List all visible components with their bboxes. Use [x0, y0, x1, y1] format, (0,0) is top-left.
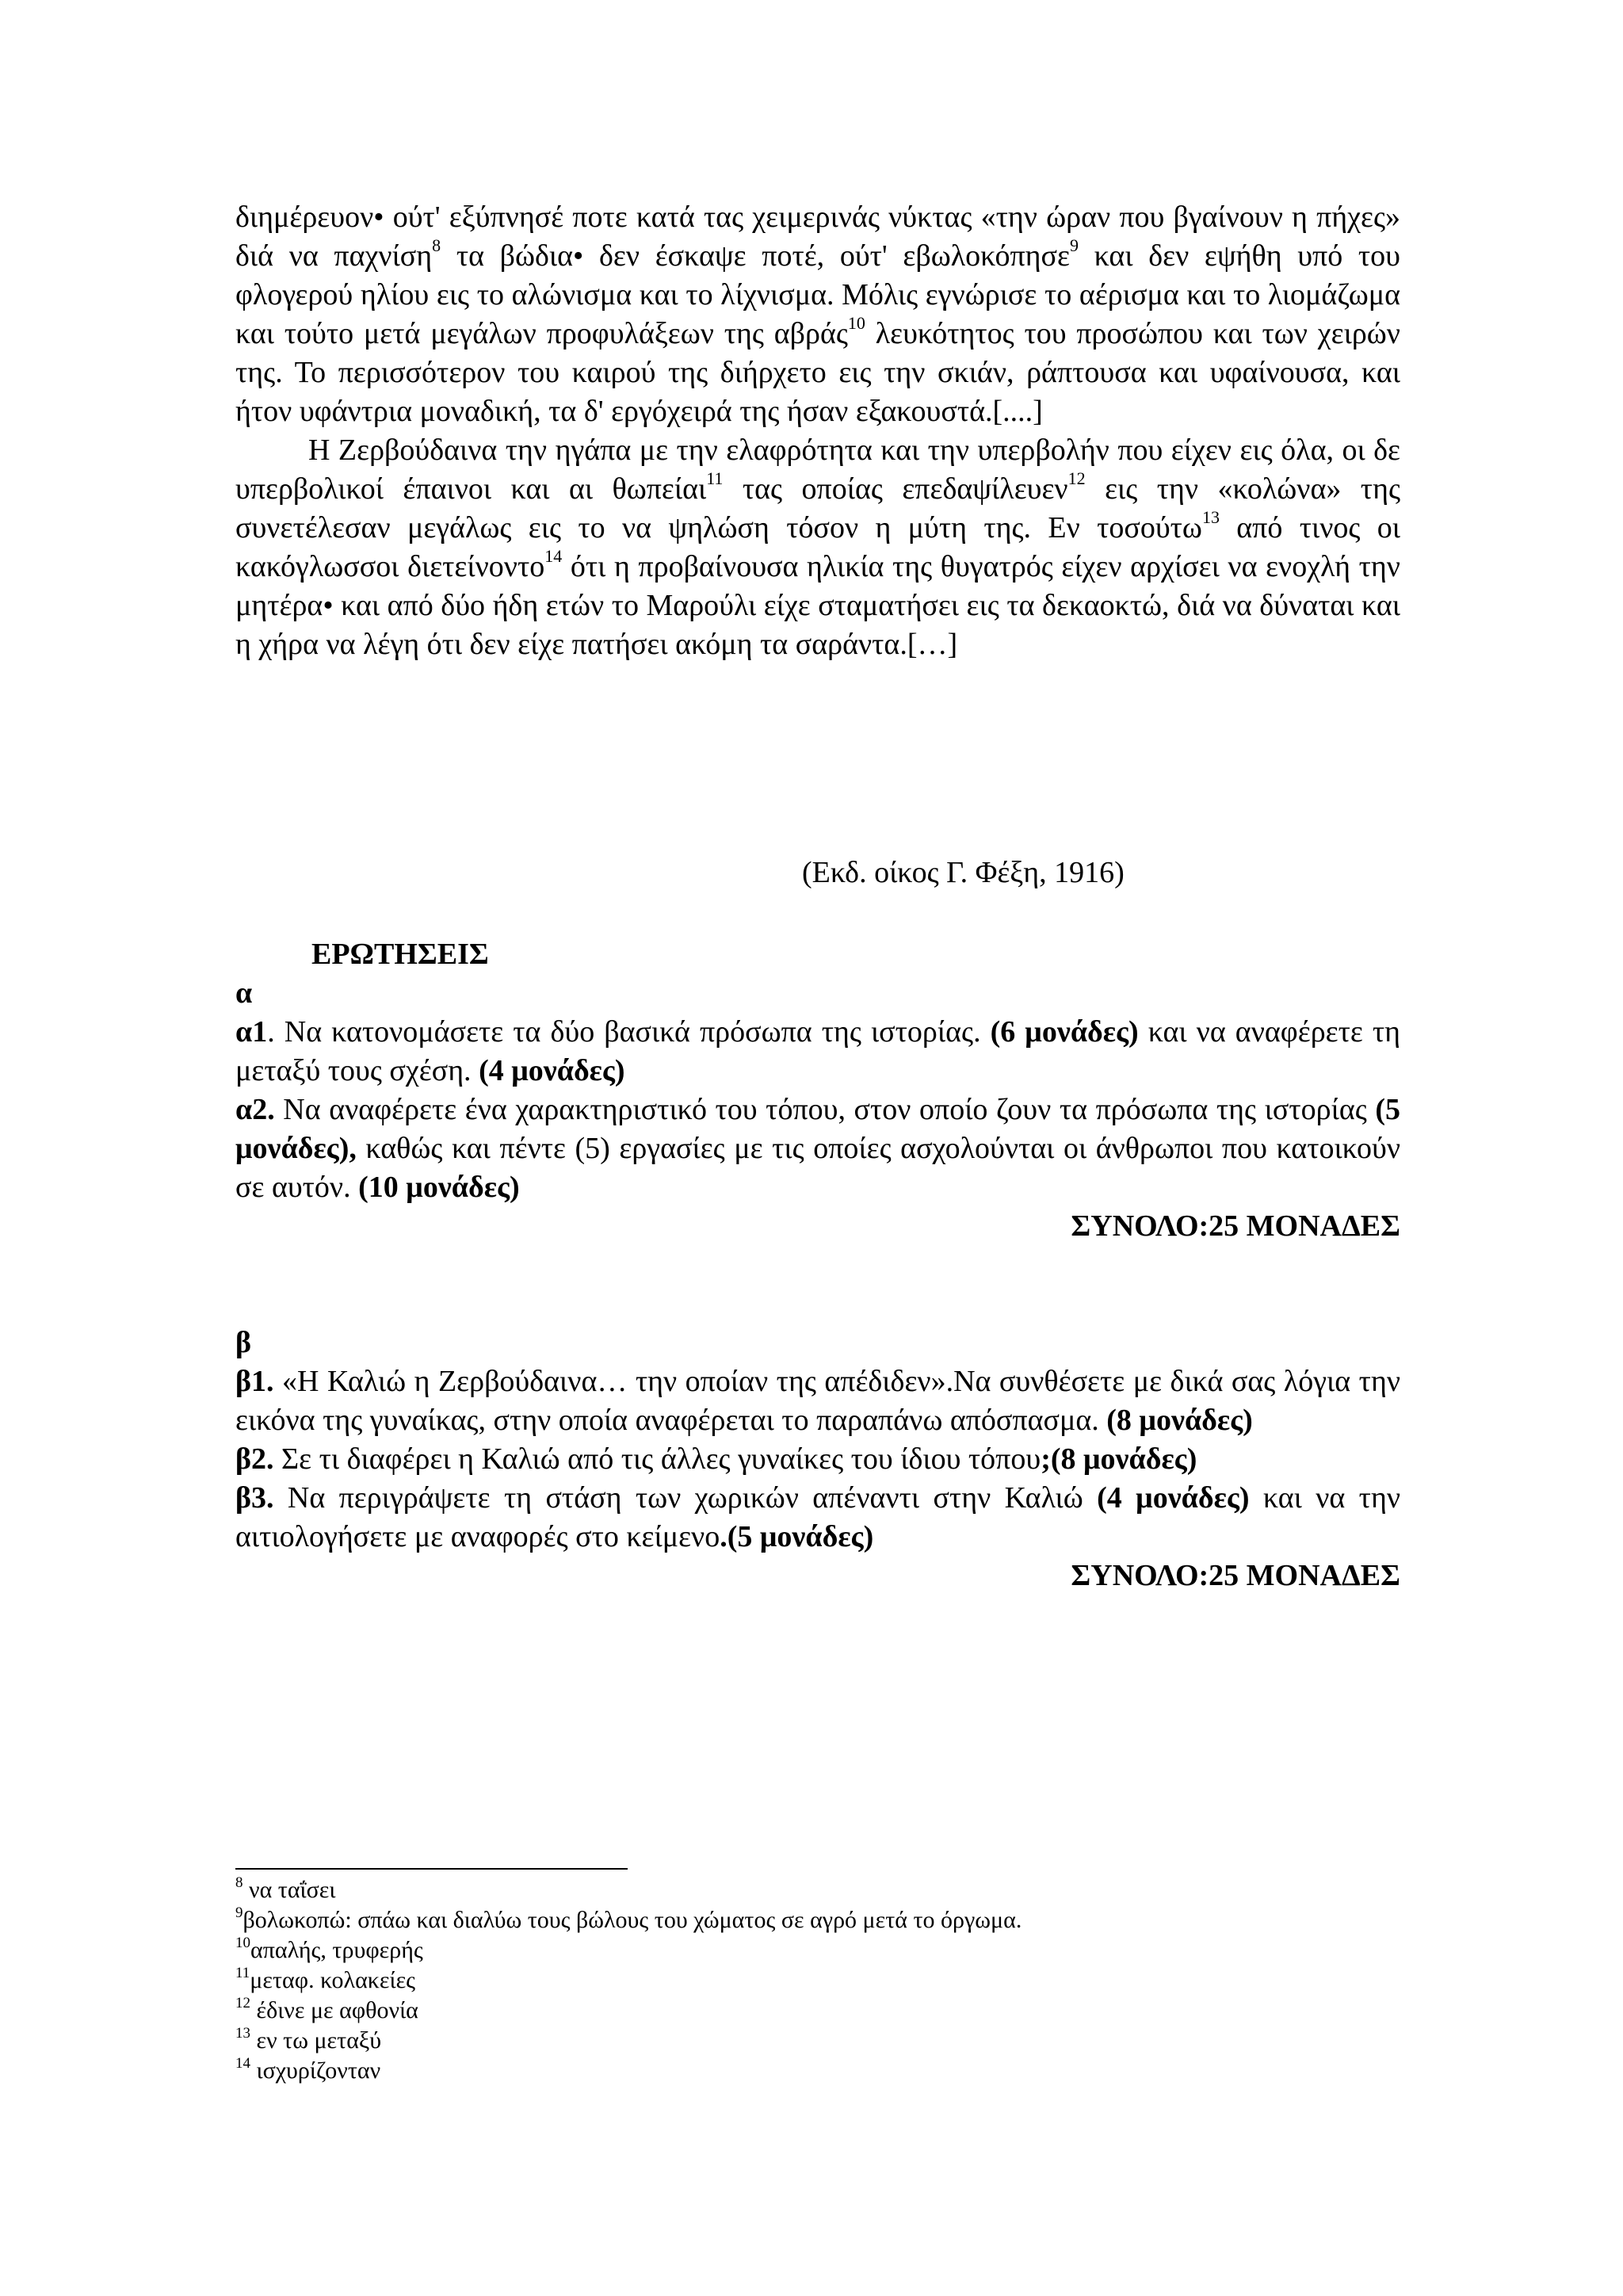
- section-a: [235, 974, 1400, 1246]
- question-a2: [235, 1091, 1400, 1207]
- footnote-text: έδινε με αφθονία: [250, 1997, 418, 2023]
- text-run: καθώς και πέντε (5) εργασίες με τις οποίες ασχολούνται οι άνθρωποι που κατοικούν σε αυτόν.: [235, 1132, 1400, 1204]
- text-run: Σε τι διαφέρει η Καλιώ από τις άλλες γυναίκες του ίδιου τόπου: [273, 1442, 1041, 1476]
- question-b3: [235, 1479, 1400, 1557]
- bold-text: α2.: [235, 1093, 275, 1126]
- passage-paragraph-1: [235, 198, 1400, 431]
- text-run: Η Ζερβούδαινα την ηγάπα με την ελαφρότητα και την υπερβολήν που είχεν εις όλα, οι δε υπερβολικοί έπαινοι και αι θωπείαι: [235, 434, 1400, 506]
- footnotes: [235, 1875, 1022, 2086]
- text-run: Να περιγράψετε τη στάση των χωρικών απέναντι στην Καλιώ: [273, 1481, 1098, 1515]
- text-run: τας οποίας επεδαψίλευεν: [723, 472, 1068, 506]
- footnote-item: [235, 1905, 1022, 1935]
- footnote-number: 8: [235, 1874, 243, 1891]
- footnote-ref: 8: [432, 235, 441, 256]
- text-run: τα βώδια• δεν έσκαψε ποτέ, ούτ' εβωλοκόπησε: [441, 239, 1070, 273]
- footnote-divider: [235, 1868, 628, 1870]
- footnote-number: 14: [235, 2055, 250, 2072]
- text-run: λευκότητος του προσώπου και των χειρών της. Το περισσότερον του καιρού της διήρχετο εις την σκιάν, ράπτουσα και υφαίνουσα, και ήτον υφάντρια μοναδική, τα δ' εργόχειρά της ήσαν εξακουστά.[....]: [235, 317, 1400, 428]
- footnote-text: να ταΐσει: [242, 1877, 336, 1903]
- bold-text: β2.: [235, 1442, 274, 1476]
- footnote-text: μεταφ. κολακείες: [250, 1967, 416, 1993]
- footnote-item: [235, 1935, 1022, 1966]
- footnote-item: [235, 1875, 1022, 1905]
- questions-heading: ΕΡΩΤΗΣΕΙΣ: [311, 938, 489, 971]
- bold-text: ;(8 μονάδες): [1041, 1442, 1197, 1476]
- question-b2: [235, 1440, 1400, 1479]
- section-a-total: ΣΥΝΟΛΟ:25 ΜΟΝΑΔΕΣ: [1071, 1209, 1400, 1243]
- footnote-number: 10: [235, 1935, 250, 1951]
- text-run: από τινος οι κακόγλωσσοι διετείνοντο: [235, 511, 1400, 583]
- bold-text: (4 μονάδες): [479, 1054, 625, 1087]
- bold-text: β3.: [235, 1481, 274, 1515]
- footnote-ref: 9: [1069, 235, 1079, 256]
- text-run: διημέρευον• ούτ' εξύπνησέ ποτε κατά τας χειμερινάς νύκτας «την ώραν που βγαίνουν η πήχες» διά να παχνίση: [235, 201, 1400, 273]
- text-run: «Η Καλιώ η Ζερβούδαινα… την οποίαν της απέδιδεν».Να συνθέσετε με δικά σας λόγια την εικόνα της γυναίκας, στην οποία αναφέρεται το παραπάνω απόσπασμα.: [235, 1365, 1400, 1437]
- section-b-total: ΣΥΝΟΛΟ:25 ΜΟΝΑΔΕΣ: [1071, 1559, 1400, 1592]
- bold-text: (10 μονάδες): [358, 1171, 520, 1204]
- question-a1: [235, 1013, 1400, 1091]
- footnote-item: [235, 1996, 1022, 2026]
- passage-text: [235, 198, 1400, 664]
- section-b-label: β: [235, 1326, 252, 1359]
- text-run: . Να κατονομάσετε τα δύο βασικά πρόσωπα της ιστορίας.: [267, 1015, 991, 1049]
- footnote-ref: 14: [544, 546, 563, 567]
- footnote-number: 11: [235, 1965, 250, 1981]
- footnote-number: 13: [235, 2025, 250, 2042]
- footnote-item: [235, 2056, 1022, 2086]
- question-b1: [235, 1362, 1400, 1440]
- footnote-text: ισχυρίζονταν: [250, 2057, 381, 2084]
- text-run: εις την «κολώνα» της συνετέλεσαν μεγάλως εις το να ψηλώση τόσον η μύτη της. Εν τοσούτω: [235, 472, 1400, 544]
- footnote-number: 12: [235, 1995, 250, 2011]
- footnote-ref: 13: [1201, 507, 1220, 528]
- footnote-text: εν τω μεταξύ: [250, 2027, 382, 2053]
- footnote-ref: 11: [706, 468, 724, 489]
- section-b: [235, 1324, 1400, 1595]
- footnote-number: 9: [235, 1904, 243, 1921]
- footnote-text: βολωκοπώ: σπάω και διαλύω τους βώλους του χώματος σε αγρό μετά το όργωμα.: [242, 1907, 1022, 1933]
- bold-text: β1.: [235, 1365, 274, 1398]
- bold-text: α1: [235, 1015, 268, 1049]
- text-run: ότι η προβαίνουσα ηλικία της θυγατρός είχεν αρχίσει να ενοχλή την μητέρα• και από δύο ήδη ετών το Μαρούλι είχε σταματήσει εις τα δεκαοκτώ, διά να δύναται και η χήρα να λέγη ότι δεν είχε πατήσει ακόμη τα σαράντα.[…]: [235, 550, 1400, 661]
- footnote-item: [235, 1966, 1022, 1996]
- footnote-ref: 10: [847, 313, 865, 334]
- footnote-ref: 12: [1067, 468, 1086, 489]
- text-run: και να αναφέρετε τη μεταξύ τους σχέση.: [235, 1015, 1401, 1087]
- bold-text: .(5 μονάδες): [720, 1520, 874, 1553]
- text-run: και δεν εψήθη υπό του φλογερού ηλίου εις το αλώνισμα και το λίχνισμα. Μόλις εγνώρισε το αέρισμα και το λιομάζωμα και τούτο μετά μεγάλων προφυλάξεων της αβράς: [235, 239, 1400, 350]
- section-a-label: α: [235, 976, 253, 1010]
- text-run: και να την αιτιολογήσετε με αναφορές στο κείμενο: [235, 1481, 1401, 1553]
- source-citation: (Εκδ. οίκος Γ. Φέξη, 1916): [802, 856, 1125, 889]
- bold-text: (6 μονάδες): [990, 1015, 1139, 1049]
- bold-text: (5 μονάδες),: [235, 1093, 1400, 1165]
- passage-paragraph-2: [235, 431, 1400, 664]
- text-run: Να αναφέρετε ένα χαρακτηριστικό του τόπου, στον οποίο ζουν τα πρόσωπα της ιστορίας: [274, 1093, 1376, 1126]
- bold-text: (4 μονάδες): [1097, 1481, 1250, 1515]
- footnote-text: απαλής, τρυφερής: [250, 1937, 423, 1963]
- footnote-item: [235, 2026, 1022, 2056]
- bold-text: (8 μονάδες): [1106, 1404, 1253, 1437]
